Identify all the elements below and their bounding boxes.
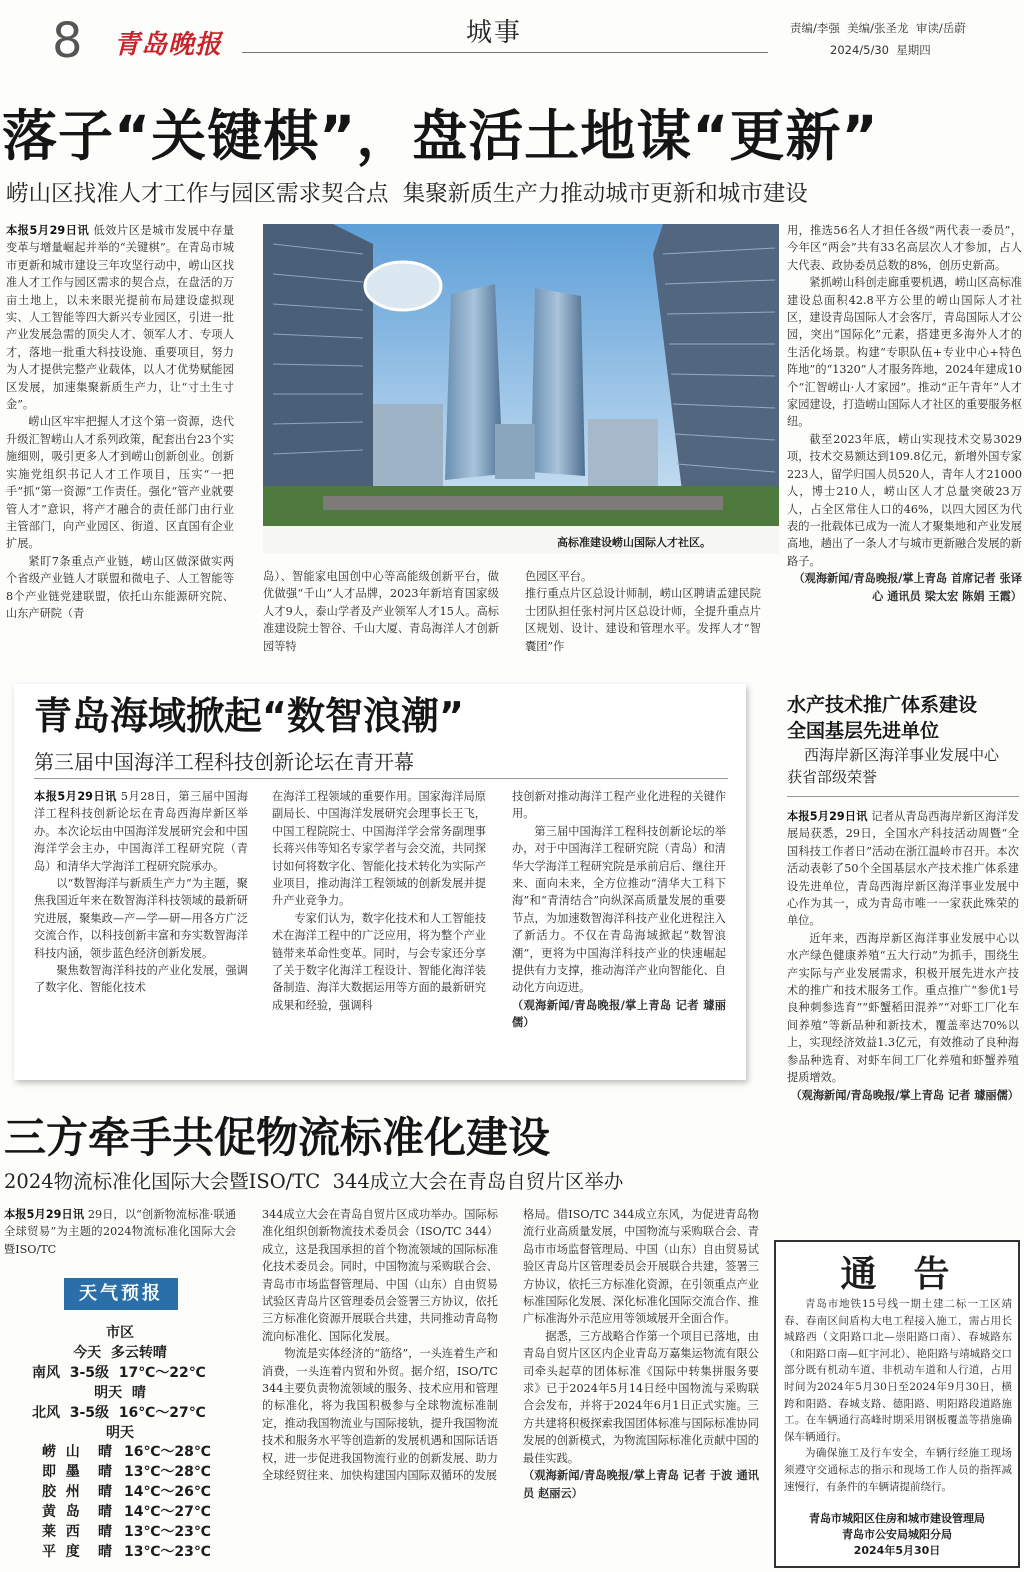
photo-caption: 高标准建设崂山国际人才社区。 xyxy=(557,536,711,549)
paragraph: 青岛市地铁15号线一期土建二标一工区靖春、春南区间盾构大电工程接入施工，需占用长城路西（文阳路口北—崇阳路口南）、春城路东（和阳路口南—虹宇河北）、艳阳路与靖城路交口部分既有机动车道、非机动车道和人行道，占用时间为2024年5月30日至2024年9月30日，横跨和阳路、春城支路、德阳路、明阳路段道路施工。在车辆通行高峰时期采用钢板覆盖等措施确保车辆通行。 xyxy=(784,1298,1012,1443)
weather-cond: 晴 xyxy=(98,1464,112,1480)
weather-place: 平 度 xyxy=(42,1544,80,1560)
article1-subhead: 崂山区找准人才工作与园区需求契合点 集聚新质生产力推动城市更新和城市建设 xyxy=(6,181,808,207)
weather-box xyxy=(4,1270,236,1568)
byline: （观海新闻/青岛晚报/掌上青岛 记者 于波 通讯员 赵丽云） xyxy=(523,1469,759,1500)
weather-row xyxy=(42,1482,232,1502)
article3-column-2 xyxy=(262,1206,498,1568)
article1-headline: 落子“关键棋”，盘活土地谋“更新” xyxy=(2,104,879,168)
weather-row xyxy=(42,1542,232,1562)
article1-photo xyxy=(263,224,779,554)
editors-line: 责编/李强 美编/张圣龙 审读/岳蔚 xyxy=(790,21,966,35)
weather-place: 崂 山 xyxy=(42,1444,80,1460)
paragraph: 以“数智海洋与新质生产力”为主题，聚焦我国近年来在数智海洋科技领域的最新研究进展，聚集政—产—学—研—用各方广泛交流合作，以科技创新丰富和夯实数智海洋科技内涵，领步蓝色经济创新发展。 xyxy=(34,877,248,960)
weather-cond: 晴 xyxy=(98,1504,112,1520)
skyline-photo xyxy=(263,224,779,554)
notice-title: 通 告 xyxy=(840,1254,954,1295)
weather-place: 黄 岛 xyxy=(42,1504,80,1520)
article3-headline: 三方牵手共促物流标准化建设 xyxy=(4,1113,551,1162)
paragraph: 紧抓崂山科创走廊重要机遇，崂山区高标准建设总面积42.8平方公里的崂山国际人才社区，建设青岛国际人才会客厅，青岛国际人才公园，突出“国际化”元素，搭建更多海外人才的生活化场景。构建“专职队伍+专业中心+特色阵地”的“1320”人才服务阵地，2024年建成10个“汇智崂山·人才家园”。推动“正午青年”人才家园建设，打造崂山国际人才社区的重要服务枢纽。 xyxy=(787,276,1022,429)
weather-row xyxy=(42,1522,232,1542)
paragraph: 色园区平台。 推行重点片区总设计师制，崂山区聘请孟建民院士团队担任张村河片区总设计师，全提升重点片区规划、设计、建设和管理水平。发挥人才“智囊团”作 xyxy=(525,570,761,653)
paragraph: 5月28日，第三届中国海洋工程科技创新论坛在青岛西海岸新区举办。本次论坛由中国海洋发展研究会和中国海洋学会主办，中国海洋工程研究院（青岛）和清华大学海洋工程研究院承办。 xyxy=(34,790,248,873)
article2-column-1 xyxy=(34,788,248,1068)
weather-cond: 晴 xyxy=(98,1524,112,1540)
weather-row xyxy=(42,1502,232,1522)
weather-region-label: 明天 xyxy=(106,1425,134,1441)
newspaper-logo: 青岛晚报 xyxy=(114,30,223,60)
weather-tomorrow-detail: 北风 3-5级 16℃～27℃ xyxy=(32,1405,206,1421)
article1-column-3 xyxy=(525,568,761,660)
weather-temp: 14℃～26℃ xyxy=(124,1484,211,1500)
paragraph: 崂山区牢牢把握人才这个第一资源，迭代升级汇智崂山人才系列政策，配套出台23个实施细则，吸引更多人才到崂山创新创业。创新实施党组织书记人才工作项目，压实“一把手”抓“第一资源”工作责任。强化“管产业就要管人才”意识，将产才融合的责任部门由行业主管部门，向产业园区、街道、区直国有企业扩展。 xyxy=(6,415,234,551)
section-title: 城事 xyxy=(466,18,523,48)
weather-today: 今天 多云转晴 xyxy=(73,1345,167,1361)
paragraph: 岛）、智能家电国创中心等高能级创新平台，做优做强“千山”人才品牌，2023年新培育国家级人才9人，泰山学者及产业领军人才15人。高标准建设院士智谷、千山大厦、青岛海洋人才创新园等特 xyxy=(263,570,499,653)
paragraph: 近年来，西海岸新区海洋事业发展中心以水产绿色健康养殖“五大行动”为抓手，围绕生产实际与产业发展需求，积极开展先进水产技术的推广和技术服务工作。重点推广“参优1号良种刺参选育”“虾蟹稻田混养”“对虾工厂化车间养殖”等新品种和新技术，覆盖率达70%以上，实现经济效益1.3亿元，有效推动了良种海参品种选育、对虾车间工厂化养殖和虾蟹养殖提质增效。 xyxy=(787,931,1019,1085)
weather-temp: 16℃～28℃ xyxy=(124,1444,211,1460)
article4-body xyxy=(787,808,1019,1192)
paragraph: 据悉，三方战略合作第一个项目已落地，由青岛自贸片区区内企业青岛万嘉集运物流有限公司牵头起草的团体标准《国际中转集拼服务要求》已于2024年5月14日经中国物流与采购联合会发布，并将于2024年6月1日正式实施。三方共建将积极探索我国团体标准与国际标准协同发展的创新模式，为物流国际标准化贡献中国的最佳实践。 xyxy=(523,1329,759,1465)
notice-date: 2024年5月30日 xyxy=(853,1544,941,1557)
weather-city: 市区 xyxy=(106,1325,134,1341)
paragraph: 低效片区是城市发展中存量变革与增量崛起并举的“关键棋”。在青岛市城市更新和城市建设三年攻坚行动中，崂山区找准人才工作与园区需求的契合点，在盘活的万亩土地上，以未来眼光提前布局建设虚拟现实、人工智能等四大新兴专业园区，引进一批产业发展急需的顶尖人才、领军人才、专项人才，落地一批重大科技设施、重要项目，努力为人才提供完整产业载体，以人才优势赋能园区发展，加速集聚新质生产力，让“寸土生寸金”。 xyxy=(6,224,234,412)
paragraph: 截至2023年底，崂山实现技术交易3029项，技术交易额达到109.8亿元，新增外国专家223人，留学归国人员520人，青年人才21000人，博士210人，崂山区人才总量突破23万人，占全区常住人口的46%，以四大园区为代表的一批载体已成为一流人才聚集地和产业发展高地，趟出了一条人才与城市更新融合发展的新路子。 xyxy=(787,432,1022,568)
byline: （观海新闻/青岛晚报/掌上青岛 首席记者 张译心 通讯员 梁太宏 陈娟 王霞） xyxy=(793,572,1022,603)
byline: （观海新闻/青岛晚报/掌上青岛 记者 璩丽儒） xyxy=(512,998,726,1030)
weather-cond: 晴 xyxy=(98,1444,112,1460)
weather-temp: 13℃～23℃ xyxy=(124,1544,211,1560)
paragraph: 记者从青岛西海岸新区海洋发展局获悉，29日，全国水产科技活动周暨“全国科技工作者日”活动在浙江温岭市召开。本次活动表彰了50个全国基层水产技术推广体系建设先进单位，青岛西海岸新区海洋事业发展中心作为其一，成为青岛市唯一一家获此殊荣的单位。 xyxy=(787,810,1019,928)
notice-box xyxy=(774,1240,1020,1568)
paragraph: 技创新对推动海洋工程产业化进程的关键作用。 xyxy=(512,790,726,821)
article2-column-3 xyxy=(512,788,726,1068)
article4-headline-line2: 全国基层先进单位 xyxy=(787,720,940,742)
dateline: 本报5月29日讯 xyxy=(34,790,117,803)
weather-today-detail: 南风 3-5级 17℃～22℃ xyxy=(32,1365,206,1381)
article3-column-1 xyxy=(4,1206,236,1260)
weather-cond: 晴 xyxy=(98,1544,112,1560)
masthead-rule xyxy=(242,52,768,53)
paragraph: 第三届中国海洋工程科技创新论坛的举办，对于中国海洋工程研究院（青岛）和清华大学海洋工程研究院是承前启后、继往开来、面向未来，全方位推动“清华大工科下海”和“青清结合”向纵深高质量发展的重要节点，为加速数智海洋科技产业化进程注入了新活力。不仅在青岛海域掀起“数智浪潮”，更将为中国海洋科技产业的快速崛起提供有力支撑，推动海洋产业向智能化、自动化方向迈进。 xyxy=(512,824,726,995)
article1-column-4 xyxy=(787,222,1022,656)
notice-signatory-2: 青岛市公安局城阳分局 xyxy=(842,1528,952,1541)
paragraph: 用，推选56名人才担任各级“两代表一委员”，今年区“两会”共有33名高层次人才参加，占人大代表、政协委员总数的8%，创历史新高。 xyxy=(787,224,1022,272)
byline: （观海新闻/青岛晚报/掌上青岛 记者 璩丽儒） xyxy=(790,1088,1019,1102)
weather-title: 天气预报 xyxy=(64,1278,178,1310)
article4-subhead-line2: 获省部级荣誉 xyxy=(787,768,878,786)
page-number: 8 xyxy=(52,13,83,69)
weather-place: 即 墨 xyxy=(42,1464,80,1480)
paragraph: 物流是实体经济的“筋络”，一头连着生产和消费，一头连着内贸和外贸。据介绍，ISO/TC 344主要负责物流领域的服务、技术应用和管理的标准化，将为我国积极参与全球物流标准制定，推动我国物流业与国际接轨，提升我国物流技术和服务水平等创造新的发展机遇和国际话语权，进一步促进我国物流行业的创新发展、助力全球经贸往来、加快构建国内国际双循环的发展 xyxy=(262,1347,498,1483)
paragraph: 29日，以“创新物流标准·联通全球贸易”为主题的2024物流标准化国际大会暨ISO/TC xyxy=(4,1208,236,1256)
article1-column-1 xyxy=(6,222,234,658)
weather-place: 胶 州 xyxy=(42,1484,80,1500)
article3-subhead: 2024物流标准化国际大会暨ISO/TC 344成立大会在青岛自贸片区举办 xyxy=(4,1170,624,1193)
dateline: 本报5月29日讯 xyxy=(787,810,868,823)
article3-column-3 xyxy=(523,1206,759,1568)
article2-headline: 青岛海域掀起“数智浪潮” xyxy=(34,694,464,738)
weather-temp: 13℃～23℃ xyxy=(124,1524,211,1540)
dateline: 本报5月29日讯 xyxy=(6,224,90,237)
weather-temp: 14℃～27℃ xyxy=(124,1504,211,1520)
article2-column-2 xyxy=(272,788,486,1068)
paragraph: 格局。借ISO/TC 344成立东风，为促进青岛物流行业高质量发展，中国物流与采购联合会、青岛市市场监督管理局、中国（山东）自由贸易试验区青岛片区管理委员会开展联合共建，签署三方协议，依托三方标准化资源，在引领重点产业标准国际化发展、深化标准化国际交流合作、推广标准海外示范应用等领域展开全面合作。 xyxy=(523,1208,759,1326)
weather-table xyxy=(42,1442,232,1562)
divider xyxy=(34,778,728,779)
weather-place: 莱 西 xyxy=(42,1524,80,1540)
article1-column-2 xyxy=(263,568,499,660)
weather-tomorrow: 明天 晴 xyxy=(94,1385,146,1401)
weather-row xyxy=(42,1442,232,1462)
paragraph: 344成立大会在青岛自贸片区成功举办。国际标准化组织创新物流技术委员会（ISO/TC 344）成立，这是我国承担的首个物流领域的国际标准化技术委员会。同时，中国物流与采购联合会、青岛市市场监督管理局、中国（山东）自由贸易试验区青岛片区管理委员会签署三方协议，依托三方标准化资源开展联合共建，共同推动青岛物流向标准化、国际化发展。 xyxy=(262,1208,498,1343)
divider xyxy=(787,796,1019,797)
notice-body xyxy=(784,1296,1012,1496)
article2-subhead: 第三届中国海洋工程科技创新论坛在青开幕 xyxy=(34,750,414,774)
issue-date: 2024/5/30 星期四 xyxy=(830,43,931,57)
article4-headline-line1: 水产技术推广体系建设 xyxy=(787,694,978,716)
article4-subhead-line1: 西海岸新区海洋事业发展中心 xyxy=(804,746,1000,764)
paragraph: 聚焦数智海洋科技的产业化发展，强调了数字化、智能化技术 xyxy=(34,964,248,995)
weather-temp: 13℃～28℃ xyxy=(124,1464,211,1480)
weather-cond: 晴 xyxy=(98,1484,112,1500)
weather-row xyxy=(42,1462,232,1482)
paragraph: 紧盯7条重点产业链，崂山区做深做实两个省级产业链人才联盟和微电子、人工智能等8个产业链党建联盟，依托山东能源研究院、山东产研院（青 xyxy=(6,554,234,620)
paragraph: 为确保施工及行车安全，车辆行经施工现场须遵守交通标志的指示和现场工作人员的指挥减速慢行，有条件的车辆请提前绕行。 xyxy=(784,1447,1012,1493)
dateline: 本报5月29日讯 xyxy=(4,1208,85,1221)
paragraph: 专家们认为，数字化技术和人工智能技术在海洋工程中的广泛应用，将为整个产业链带来革命性变革。同时，与会专家还分享了关于数字化海洋工程设计、智能化海洋装备制造、海洋大数据运用等方面的最新研究成果和经验，强调科 xyxy=(272,911,486,1012)
paragraph: 在海洋工程领域的重要作用。国家海洋局原副局长、中国海洋发展研究会理事长王飞，中国工程院院士、中国海洋学会常务副理事长蒋兴伟等知名专家学者与会交流，共同探讨如何将数字化、智能化技术转化为实际产业项目，推动海洋工程领域的创新发展并提升产业竞争力。 xyxy=(272,790,486,908)
notice-signatory-1: 青岛市城阳区住房和城市建设管理局 xyxy=(809,1512,985,1525)
